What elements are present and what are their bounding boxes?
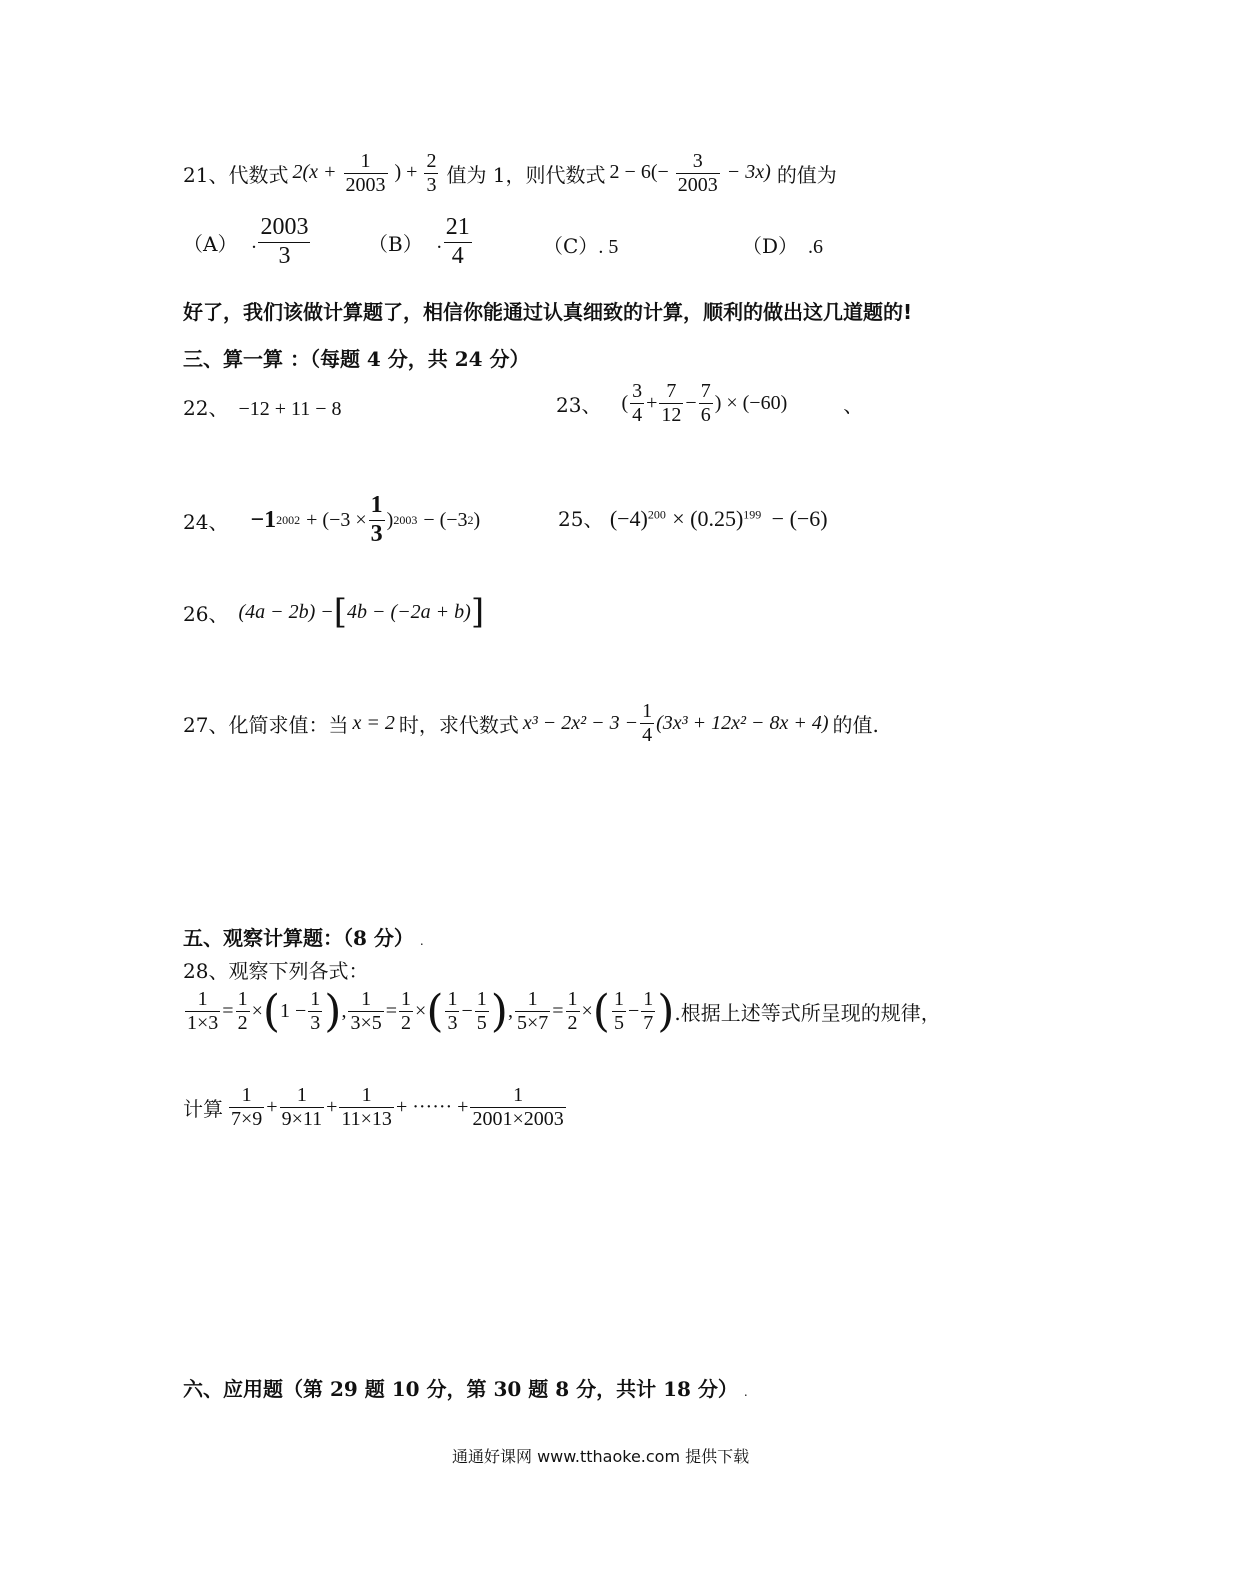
q21-label: 21、代数式 <box>183 163 289 187</box>
q21-option-d: （D） .6 <box>742 234 824 258</box>
transition-text: 好了，我们该做计算题了，相信你能通过认真细致的计算，顺利的做出这几道题的! <box>183 300 913 324</box>
q28-label: 28、观察下列各式： <box>183 959 369 983</box>
q21-expression-2: 2 − 6(− $\frac{3}{2003}$ − 3x) <box>609 150 771 196</box>
q28-eq-2: $\frac{1}{3\times 5}$ <box>350 988 382 1034</box>
section-3-title: 三、算一算 ：（每题 4 分，共 24 分） <box>183 347 530 371</box>
q21-mid-text: 值为 1，则代数式 <box>446 163 606 187</box>
question-22: 22、 −12 + 11 − 8 <box>183 396 342 420</box>
q21-expression-1: 2(x + $\frac{1}{2003}$ ) + $\frac{2}{3}$ <box>292 150 437 196</box>
q21-end-text: 的值为 <box>776 163 837 187</box>
question-24: 24、 −1 2002 + (−3 × $\frac{1}{3}$ ) 2003 − (−3 2 ) <box>183 492 481 547</box>
q28-rule-text: .根据上述等式所呈现的规律， <box>674 1001 941 1025</box>
q28-equations: $\frac{1}{1\times 3}$ = $\frac{1}{2}$ × ( 1 − $\frac{1}{3}$ ) , $\frac{1}{3\times 5}$ = $\frac{1}{2}$ × ( $\frac{1}{3}$ − $\frac{1}{5}$ ) , $\frac{1}{5\times 7}$ = $\frac{1}{2}$ × ( $\frac{1}{5}$ − $\frac{1}{7}$ ) .根据上述等式所呈现的规律， <box>187 985 941 1037</box>
question-23: 23、 ( $\frac{3}{4}$ + $\frac{7}{12}$ − $\frac{7}{6}$ ) × (−60) 、 <box>556 380 864 426</box>
question-26: 26、 (4a − 2b) − [ 4b − (−2a + b) ] <box>183 592 485 632</box>
question-25: 25、 $(-4)^{200} \times (0.25)^{199} - (-6)$ <box>558 506 828 531</box>
q28-eq-1: $\frac{1}{1\times 3}$ <box>187 988 219 1034</box>
q28-calculation: 计算 $\frac{1}{7\times 9}$ + $\frac{1}{9\times 11}$ + $\frac{1}{11\times 13}$ + ······ + $\frac{1}{2001\times 2003}$ <box>183 1084 564 1130</box>
question-27: 27、化简求值：当 x = 2 时，求代数式 x³ − 2x² − 3 − $\frac{1}{4}$ (3x³ + 12x² − 8x + 4) 的值. <box>183 700 879 746</box>
section-6-title: 六、应用题（第 29 题 10 分，第 30 题 8 分，共计 18 分） . <box>183 1377 748 1401</box>
q21-option-b: （B） . $\frac{21}{4}$ <box>368 214 470 269</box>
section-5-title: 五、观察计算题：（8 分） . <box>183 926 424 950</box>
question-21 <box>183 150 837 197</box>
q21-option-c: （C）. 5 <box>543 234 619 258</box>
page-footer: 通通好课网 www.tthaoke.com 提供下载 <box>452 1447 750 1466</box>
q21-option-a: （A） . $\frac{2003}{3}$ <box>183 214 309 269</box>
q28-eq-3: $\frac{1}{5\times 7}$ <box>516 988 549 1034</box>
